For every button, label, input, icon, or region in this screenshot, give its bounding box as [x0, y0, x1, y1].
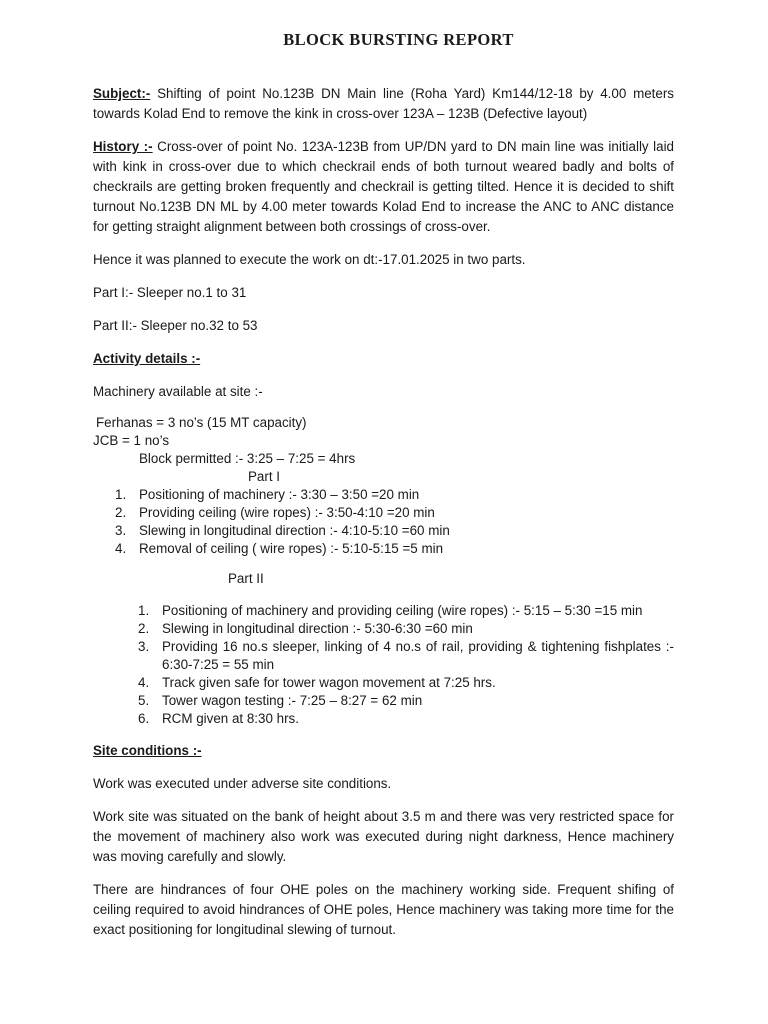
list-item: 5. Tower wagon testing :- 7:25 – 8:27 = 62 min: [138, 693, 423, 708]
list-item: 1. Positioning of machinery :- 3:30 – 3:50 =20 min: [115, 487, 420, 502]
list-item: 4. Removal of ceiling ( wire ropes) :- 5:10-5:15 =5 min: [115, 541, 444, 556]
part1-list: [93, 486, 674, 558]
report-page: [93, 30, 674, 940]
machinery-intro: Machinery available at site :-: [93, 384, 263, 399]
activity-details-label: Activity details :-: [93, 351, 201, 366]
part2-range: Part II:- Sleeper no.32 to 53: [93, 318, 258, 333]
history-label: History :-: [93, 139, 153, 154]
site-paragraph-1: Work was executed under adverse site conditions.: [93, 776, 392, 791]
site-paragraph-2: Work site was situated on the bank of height about 3.5 m and there was very restricted space for the movement of machinery also work was executed during night darkness, Hence machinery was moving carefully and slowly.: [93, 809, 674, 864]
history-paragraph: [93, 137, 674, 237]
plan-text: Hence it was planned to execute the work on dt:-17.01.2025 in two parts.: [93, 252, 526, 267]
list-item: 3. Slewing in longitudinal direction :- 4:10-5:10 =60 min: [115, 523, 450, 538]
subject-label: Subject:-: [93, 86, 151, 101]
list-item: 3. Providing 16 no.s sleeper, linking of 4 no.s of rail, providing & tightening fishplates :- 6:30-7:25 = 55 min: [138, 639, 674, 672]
list-item: 2. Slewing in longitudinal direction :- 5:30-6:30 =60 min: [138, 621, 473, 636]
list-item: 6. RCM given at 8:30 hrs.: [138, 711, 299, 726]
list-item: 1. Positioning of machinery and providing ceiling (wire ropes) :- 5:15 – 5:30 =15 min: [138, 603, 643, 618]
history-text: Cross-over of point No. 123A-123B from UP/DN yard to DN main line was initially laid with kink in cross-over due to which checkrail ends of both turnout weared badly and bolts of checkrails are getting broken frequently and checkrail is getting tilted. Hence it is decided to shift turnout No.123B DN ML by 4.00 meter towards Kolad End to increase the ANC to ANC distance for getting straight alignment between both crossings of cross-over.: [93, 139, 674, 234]
part2-list: [93, 602, 674, 728]
list-item: 2. Providing ceiling (wire ropes) :- 3:50-4:10 =20 min: [115, 505, 435, 520]
subject-text: Shifting of point No.123B DN Main line (Roha Yard) Km144/12-18 by 4.00 meters towards Kolad End to remove the kink in cross-over 123A – 123B (Defective layout): [93, 86, 674, 121]
subject-paragraph: [93, 84, 674, 124]
part1-range: Part I:- Sleeper no.1 to 31: [93, 285, 247, 300]
list-item: 4. Track given safe for tower wagon movement at 7:25 hrs.: [138, 675, 496, 690]
report-title: BLOCK BURSTING REPORT: [283, 30, 514, 49]
part2-heading: Part II: [228, 571, 264, 586]
block-permitted-line: Block permitted :- 3:25 – 7:25 = 4hrs: [139, 451, 356, 466]
site-paragraph-3: There are hindrances of four OHE poles on the machinery working side. Frequent shifing of ceiling required to avoid hindrances of OHE poles, Hence machinery was taking more time for the exact positioning for longitudinal slewing of turnout.: [93, 882, 674, 937]
part1-heading: Part I: [248, 469, 280, 484]
jcb-line: JCB = 1 no’s: [93, 433, 170, 448]
ferhanas-line: Ferhanas = 3 no’s (15 MT capacity): [96, 415, 307, 430]
site-conditions-label: Site conditions :-: [93, 743, 202, 758]
machinery-block: [93, 414, 674, 468]
